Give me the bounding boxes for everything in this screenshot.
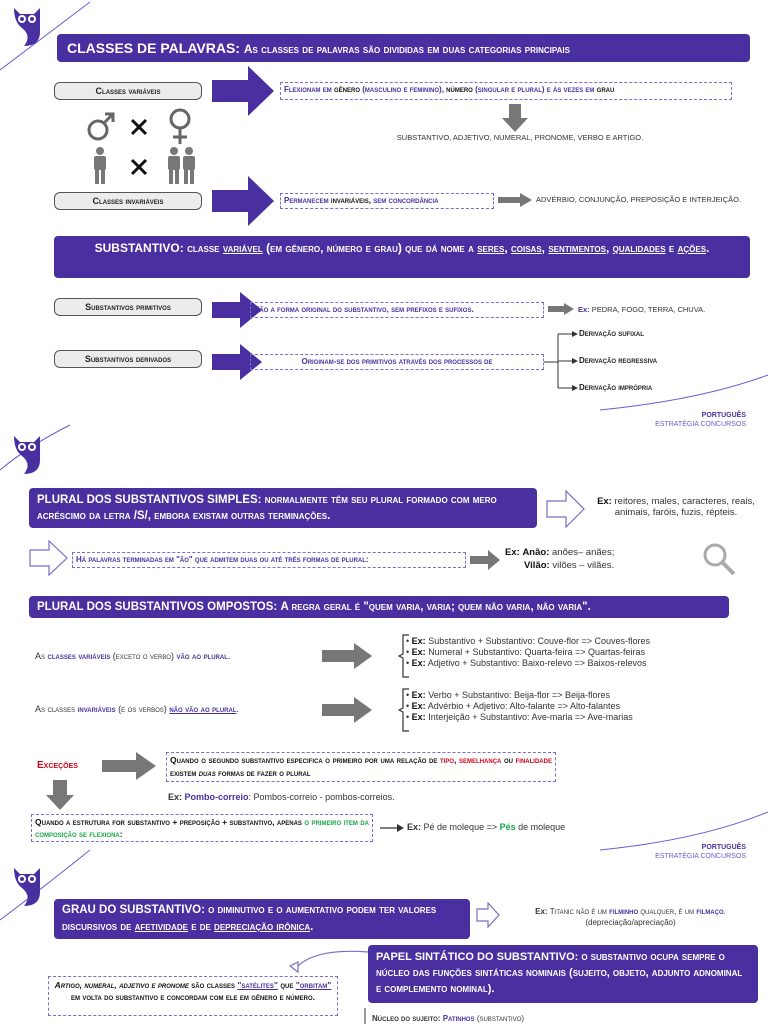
derivacao-impropria: Derivação imprópria (579, 383, 653, 392)
text: "orbitam" (295, 980, 332, 990)
text: Ex: (168, 792, 183, 802)
text: As classes (35, 704, 76, 714)
derivados-def-box: Originam-se dos primitivos através dos processos de (250, 354, 544, 370)
banner-title: PLURAL DOS SUBSTANTIVOS OMPOSTOS: (37, 601, 278, 613)
outline-right-arrow-icon (29, 540, 69, 576)
brand-footer (600, 843, 746, 861)
excecao-preposicao-box: Quando a estrutura for substantivo + preposição + substantivo, apenas o primeiro item da composição se flexiona: (31, 814, 373, 842)
text: gênero (334, 85, 361, 94)
compostos-variaveis-rule: As classes variáveis (exceto o verbo) vão ao plural. (35, 651, 231, 661)
branch-connector (544, 330, 578, 392)
down-arrow-icon (502, 104, 528, 132)
classes-invariaveis-pill: Classes invariáveis (54, 192, 202, 210)
text: (e os verbos) (118, 704, 167, 714)
outline-right-arrow-icon (476, 902, 500, 928)
variaveis-list: SUBSTANTIVO, ADJETIVO, NUMERAL, PRONOME, VERBO E ARTIGO. (396, 133, 644, 142)
text: Artigo, numeral, adjetivo e pronome (54, 980, 189, 990)
male-symbol-icon (89, 114, 113, 139)
text: variável (222, 241, 263, 255)
owl-logo-icon (10, 2, 44, 48)
text: reitores, males, caracteres, reais, animais, faróis, fuzis, répteis. (614, 496, 755, 518)
people-symbols (86, 146, 198, 186)
text: e de (191, 921, 211, 933)
times-icon (132, 160, 146, 174)
text: semelhança (459, 755, 502, 765)
text: tipo (440, 755, 455, 765)
banner-subtitle: As classes de palavras são divididas em duas categorias principais (243, 42, 570, 56)
right-arrow-small-icon (498, 193, 532, 207)
text: apenas (276, 817, 302, 827)
text: qualquer, é um (640, 907, 695, 916)
text: Pombo-correio (184, 792, 249, 802)
brand-line1: PORTUGUÊS (701, 412, 746, 419)
list-item: • Ex: Interjeição + Substantivo: Ave-maria => Ave-marias (406, 712, 633, 722)
banner-title: PLURAL DOS SUBSTANTIVOS SIMPLES: (37, 494, 262, 506)
primitivos-example (578, 305, 705, 314)
text: (exceto o verbo) (112, 651, 175, 661)
pombo-example (168, 792, 395, 802)
text: ou (504, 755, 513, 765)
text: são classes (191, 980, 235, 990)
text: Núcleo do sujeito: (372, 1014, 441, 1023)
text: que (280, 980, 294, 990)
text: número (446, 85, 473, 94)
moleque-example (407, 822, 565, 832)
text: grau (596, 85, 615, 94)
text: normalmente têm seu plural formado com mero acréscimo da letra /S/, embora existam outras terminações. (37, 494, 497, 522)
text: A regra geral é "quem varia, varia; quem não varia, não varia". (280, 601, 591, 613)
text: sentimentos (548, 241, 606, 255)
ao-examples (505, 546, 685, 572)
right-arrow-icon (322, 697, 372, 723)
text: o substantivo ocupa sempre o núcleo das funções sintáticas nominais (sujeito, objeto, adjunto adnominal e complemento nominal). (376, 951, 743, 995)
right-arrow-small-icon (470, 550, 500, 570)
plural-simples-examples (588, 496, 764, 518)
text: Advérbio + Adjetivo: Alto-falante => Alto-falantes (427, 701, 621, 711)
right-arrow-icon (212, 176, 276, 226)
compostos-invariaveis-rule: As classes invariáveis (e os verbos) não vão ao plural. (35, 704, 240, 714)
text: Ex: (597, 496, 612, 507)
text: PEDRA, FOGO, TERRA, CHUVA. (591, 305, 706, 314)
plural-simples-banner (29, 488, 537, 528)
text: existem (170, 768, 197, 778)
text: classes variáveis (47, 651, 111, 661)
text: o diminutivo e o aumentativo podem ter valores discursivos de (62, 904, 437, 933)
text: filminho (609, 907, 639, 916)
text: Ex: (505, 547, 520, 558)
text: o primeiro item da composição se flexiona (35, 817, 369, 839)
text: em volta do substantivo e concordam com ele em gênero e número. (70, 992, 315, 1002)
person-icon (94, 147, 106, 184)
outline-right-arrow-icon (546, 490, 586, 528)
text: Adjetivo + Substantivo: Baixo-relevo => Baixos-relevos (427, 658, 647, 668)
banner-title: GRAU DO SUBSTANTIVO: (62, 904, 205, 916)
text: finalidade (515, 755, 552, 765)
plural-compostos-banner (29, 596, 729, 618)
brand-footer (600, 411, 746, 429)
nucleo-sujeito (372, 1014, 524, 1023)
excecao-tipo-box: Quando o segundo substantivo especifica o primeiro por uma relação de tipo, semelhança ou finalidade existem duas formas de fazer o plural (166, 752, 556, 782)
banner-title: PAPEL SINTÁTICO DO SUBSTANTIVO: (376, 951, 579, 963)
text: coisas (511, 241, 542, 255)
text: duas (198, 768, 216, 778)
ao-plural-box: Há palavras terminadas em "ão" que admitem duas ou até três formas de plural: (72, 552, 466, 568)
owl-logo-icon (10, 862, 44, 908)
right-arrow-icon (322, 643, 372, 669)
text: depreciação irônica (214, 921, 311, 933)
classes-variaveis-pill: Classes variáveis (54, 82, 202, 100)
list-item: • Ex: Adjetivo + Substantivo: Baixo-relevo => Baixos-relevos (406, 658, 647, 668)
text: de moleque (518, 822, 566, 832)
list-item: • Ex: Substantivo + Substantivo: Couve-flor => Couves-flores (406, 636, 651, 646)
times-icon (132, 120, 146, 134)
text: Ex: (578, 305, 590, 314)
connector-line (360, 1008, 370, 1024)
text: e (668, 241, 675, 255)
list-item: • Ex: Verbo + Substantivo: Beija-flor => Beija-flores (406, 690, 611, 700)
text: Ex: (407, 822, 422, 832)
text: ações (677, 241, 707, 255)
magnifier-icon (702, 542, 736, 576)
text: vão ao plural (176, 651, 228, 661)
right-arrow-icon (102, 752, 156, 780)
text: formas de fazer o plural (218, 768, 311, 778)
owl-logo-icon (10, 430, 44, 476)
text: não vão ao plural (169, 704, 237, 714)
brand-line2: ESTRATÉGIA CONCURSOS (655, 421, 746, 428)
text: As (35, 651, 46, 661)
papel-sintatico-banner (368, 945, 758, 1003)
right-arrow-icon (212, 66, 276, 116)
compostos-variaveis-examples (406, 636, 766, 669)
banner-title: CLASSES DE PALAVRAS: (67, 40, 240, 56)
text: sem concordância (373, 196, 439, 205)
text: qualidades (612, 241, 666, 255)
substantivos-derivados-pill: Substantivos derivados (54, 350, 202, 368)
text: Patinhos (442, 1014, 475, 1023)
text: Flexionam em (284, 85, 332, 94)
text: Vilão: (524, 560, 550, 571)
text: Permanecem (284, 196, 329, 205)
invariaveis-list: ADVÉRBIO, CONJUNÇÃO, PREPOSIÇÃO E INTERJEIÇÃO. (536, 195, 742, 204)
text: anões– anães; (552, 547, 615, 558)
text: Verbo + Substantivo: Beija-flor => Beija-flores (428, 690, 611, 700)
text: Pé de moleque => (423, 822, 498, 832)
text: Quando o segundo substantivo especifica o primeiro por uma relação de (170, 755, 438, 765)
right-arrow-small-icon (380, 822, 404, 834)
text: Titanic não é um (549, 907, 607, 916)
text: Numeral + Substantivo: Quarta-feira => Quartas-feiras (428, 647, 646, 657)
substantivo-banner: SUBSTANTIVO: classe variável (em gênero, número e grau) que dá nome a seres, coisas, sentimentos, qualidades e ações. (54, 236, 750, 278)
text: (em gênero, número e grau) que dá nome a (266, 241, 474, 255)
text: : Pombos-correio - pombos-correios. (248, 792, 395, 802)
grau-example: Ex: Titanic não é um filminho qualquer, é um filmaço. (depreciação/apreciação) (503, 906, 758, 928)
text: (depreciação/apreciação) (585, 918, 676, 927)
banner-title: SUBSTANTIVO: (94, 241, 184, 255)
text: afetividade (134, 921, 188, 933)
text: invariáveis (77, 704, 116, 714)
text: (substantivo) (476, 1014, 525, 1023)
gender-symbols (86, 106, 198, 146)
excecoes-label: Exceções (37, 760, 78, 771)
primitivos-def-box: São a forma original do substantivo, sem prefixos e sufixos. (250, 302, 544, 318)
right-arrow-small-icon (548, 303, 574, 315)
text: Ex: (535, 907, 548, 916)
text: Pés (499, 822, 516, 832)
text: vilões – vilães. (552, 560, 615, 571)
female-symbol-icon (171, 110, 189, 144)
classes-banner (57, 34, 750, 62)
people-group-icon (168, 147, 195, 184)
text: seres (477, 241, 505, 255)
text: Substantivo + Substantivo: Couve-flor => Couves-flores (428, 636, 651, 646)
satelites-box (48, 976, 338, 1016)
text: (masculino e feminino), (362, 85, 444, 94)
text: invariáveis, (330, 196, 372, 205)
derivacao-sufixal: Derivação sufixal (579, 329, 644, 338)
list-item: • Ex: Advérbio + Adjetivo: Alto-falante => Alto-falantes (406, 701, 621, 711)
brand-line1: PORTUGUÊS (701, 844, 746, 851)
brand-line2: ESTRATÉGIA CONCURSOS (655, 853, 746, 860)
curved-arrow-icon (284, 946, 370, 974)
compostos-invariaveis-examples (406, 690, 766, 723)
permanecem-box (280, 193, 494, 209)
flexionam-box (280, 82, 732, 100)
substantivos-primitivos-pill: Substantivos primitivos (54, 298, 202, 316)
down-arrow-icon (46, 780, 74, 810)
text: filmaço (696, 907, 724, 916)
text: (singular e plural) e às vezes em (475, 85, 595, 94)
text: classe (187, 241, 220, 255)
list-item: • Ex: Numeral + Substantivo: Quarta-feira => Quartas-feiras (406, 647, 646, 657)
derivacao-regressiva: Derivação regressiva (579, 356, 658, 365)
text: substantivo + preposição + substantivo, (127, 817, 275, 827)
text: "satélites" (237, 980, 278, 990)
text: Quando a estrutura for (35, 817, 125, 827)
text: Anão: (522, 547, 550, 558)
text: Interjeição + Substantivo: Ave-maria => Ave-marias (428, 712, 633, 722)
grau-banner: GRAU DO SUBSTANTIVO: o diminutivo e o aumentativo podem ter valores discursivos de afetividade e de depreciação irônica. (54, 899, 470, 939)
